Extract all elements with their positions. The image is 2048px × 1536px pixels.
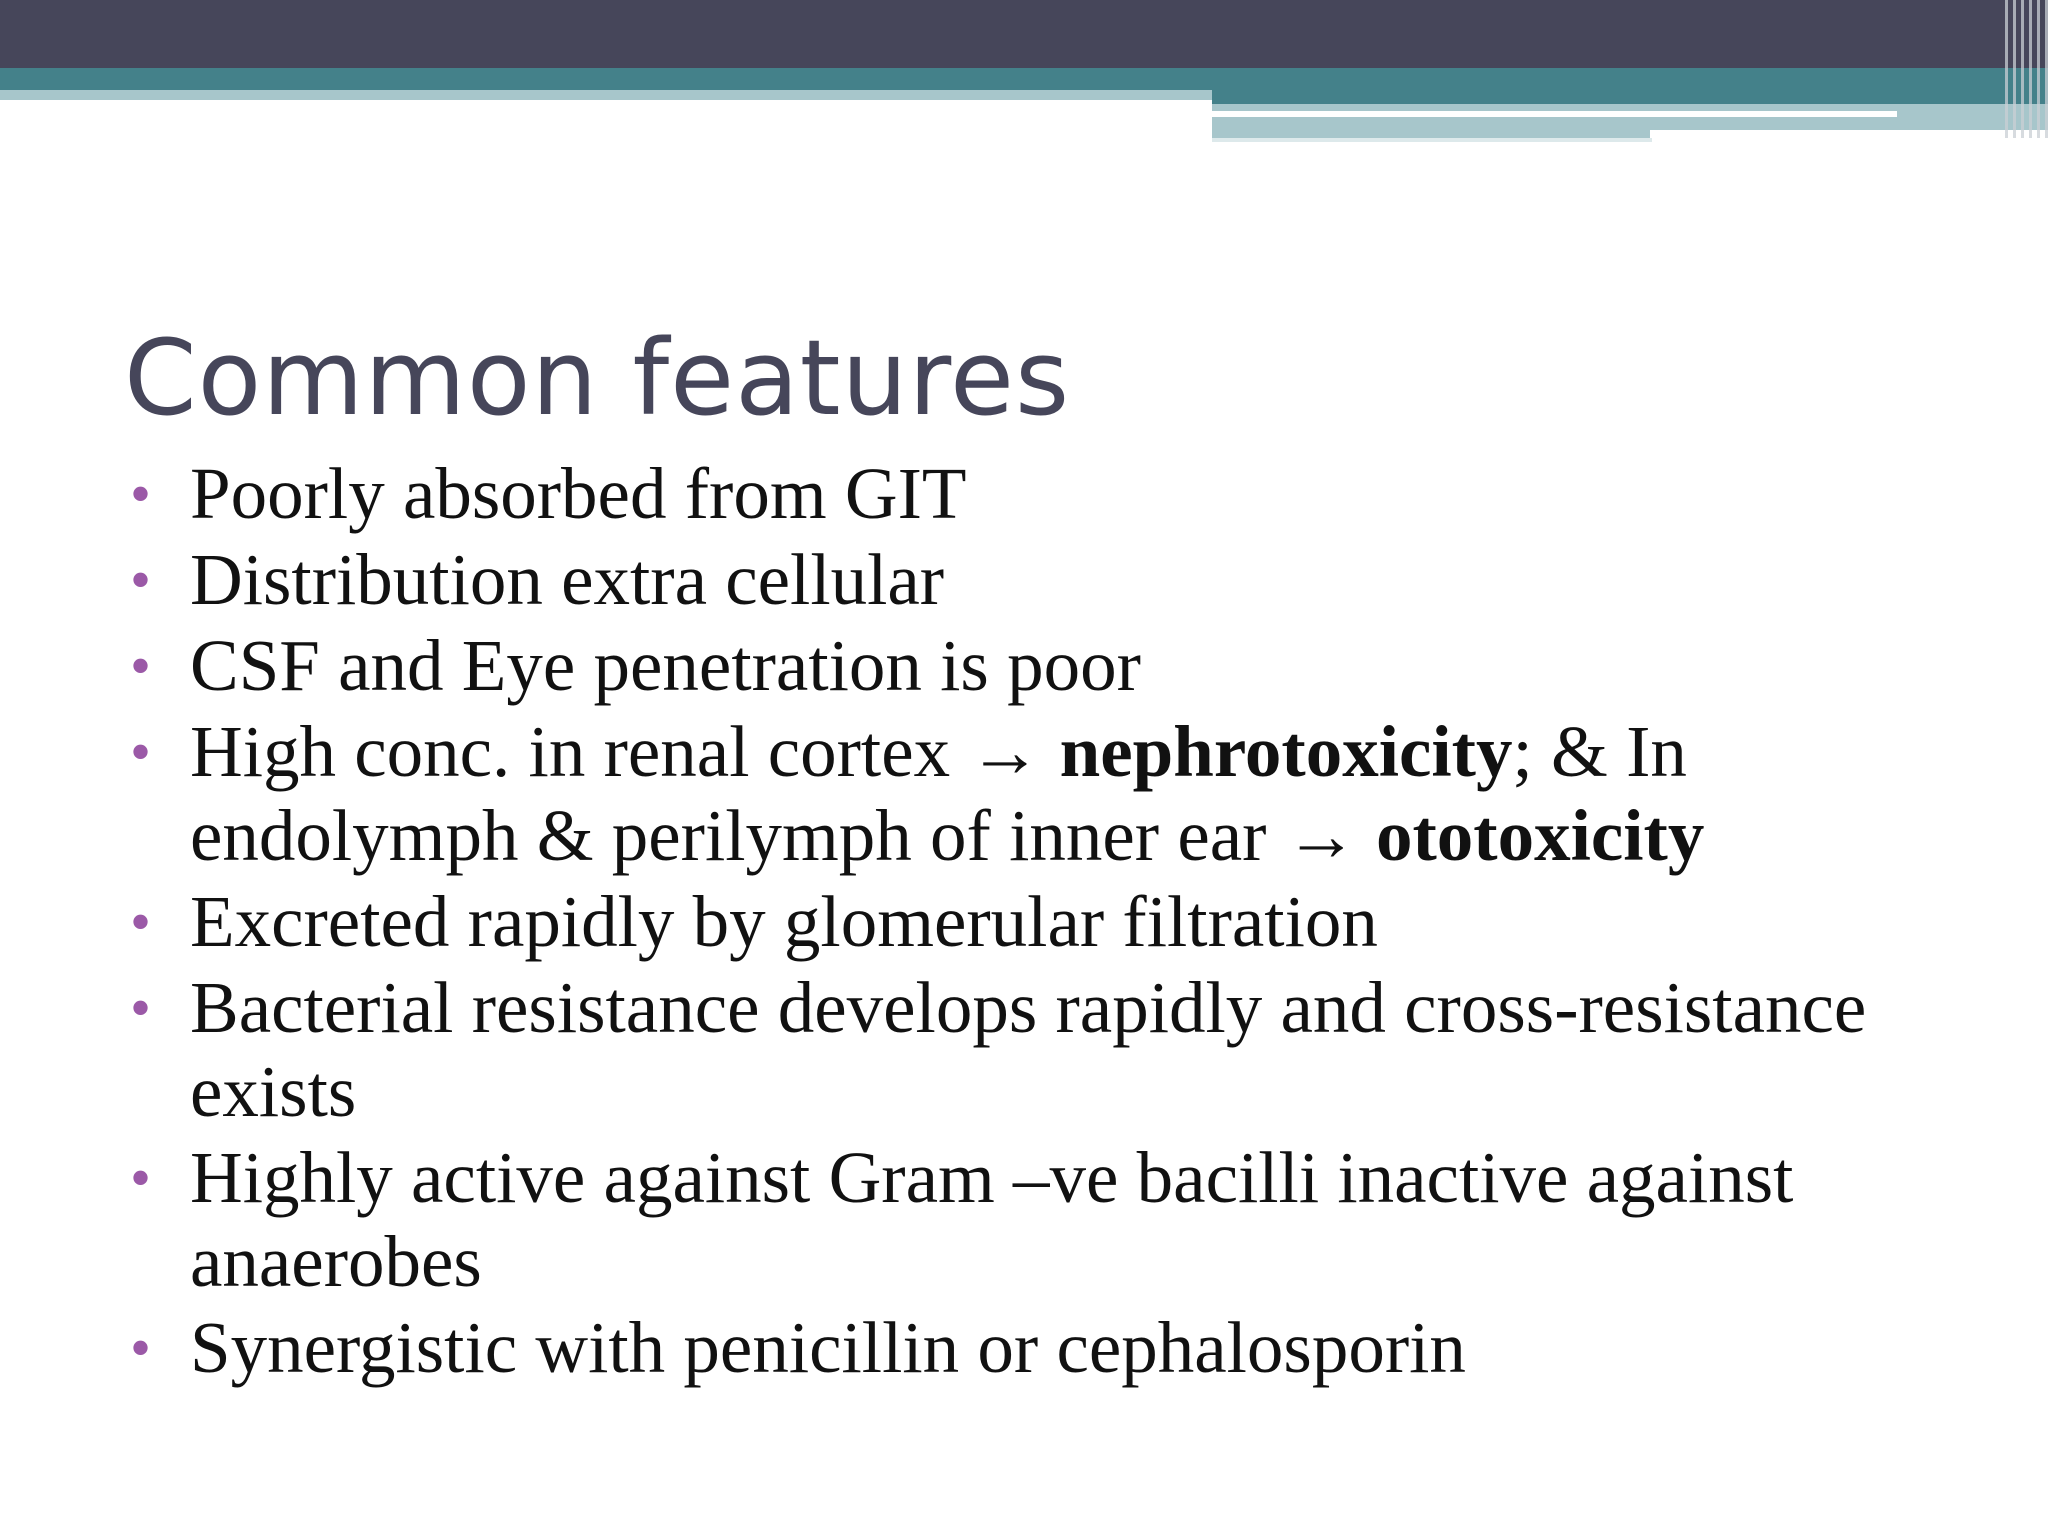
header-bar-teal <box>0 68 2048 90</box>
bullet-icon: • <box>130 719 152 785</box>
header-bar-teal-right <box>1212 90 2048 104</box>
header-bar-light <box>0 90 1212 100</box>
bullet-text: CSF and Eye penetration is poor <box>190 625 1141 706</box>
bullet-icon: • <box>130 547 152 613</box>
bullet-item <box>130 624 2010 708</box>
bullet-text: Distribution extra cellular <box>190 539 945 620</box>
bullet-emphasis-nephrotoxicity: nephrotoxicity <box>1059 711 1513 792</box>
header-accent-line <box>1212 138 1652 142</box>
bullet-text: Synergistic with penicillin or cephalosporin <box>190 1307 1466 1388</box>
bullet-icon: • <box>130 633 152 699</box>
bullet-list <box>130 452 2010 1392</box>
bullet-item <box>130 966 2010 1134</box>
header-bar-dark <box>0 0 2048 68</box>
bullet-item <box>130 1136 2010 1304</box>
bullet-icon: • <box>130 975 152 1041</box>
bullet-icon: • <box>130 1145 152 1211</box>
slide-title: Common features <box>124 317 1071 439</box>
bullet-text: High conc. in renal cortex → <box>190 711 1060 792</box>
bullet-text: ; & In endolymph & perilymph of inner ear → <box>190 711 1687 876</box>
bullet-text: Poorly absorbed from GIT <box>190 453 967 534</box>
header-stripes <box>1988 0 2048 138</box>
bullet-item <box>130 1306 2010 1390</box>
bullet-item <box>130 452 2010 536</box>
bullet-icon: • <box>130 461 152 527</box>
bullet-item <box>130 880 2010 964</box>
bullet-text: Highly active against Gram –ve bacilli inactive against anaerobes <box>190 1137 1794 1302</box>
header-accent-line <box>1212 111 1897 117</box>
bullet-item <box>130 710 2010 878</box>
bullet-text: Bacterial resistance develops rapidly and cross-resistance exists <box>190 967 1867 1132</box>
bullet-item <box>130 538 2010 622</box>
bullet-text: Excreted rapidly by glomerular filtration <box>190 881 1378 962</box>
bullet-icon: • <box>130 889 152 955</box>
bullet-emphasis-ototoxicity: ototoxicity <box>1375 795 1705 876</box>
bullet-icon: • <box>130 1315 152 1381</box>
